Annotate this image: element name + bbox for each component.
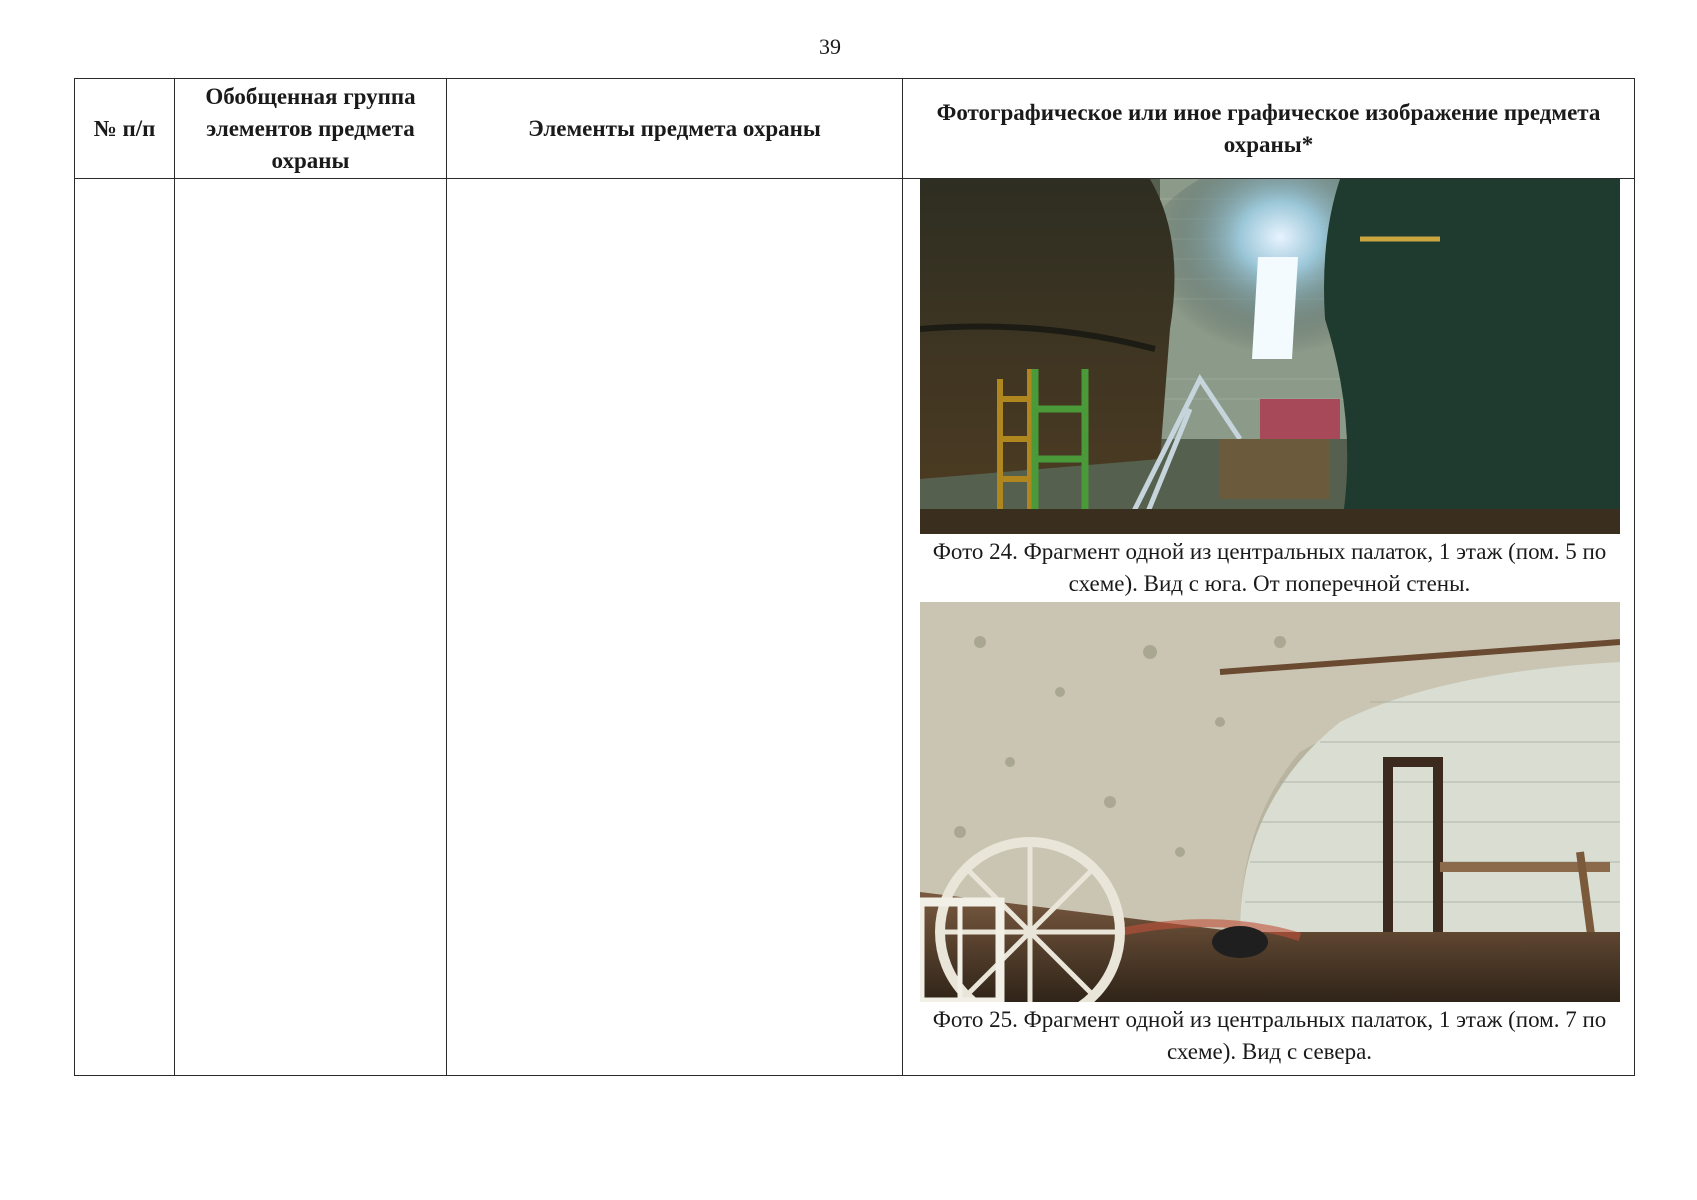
- photo-24-caption: Фото 24. Фрагмент одной из центральных палаток, 1 этаж (пом. 5 по схеме). Вид с юга. От поперечной стены.: [932, 539, 1607, 596]
- cell-photos: [903, 179, 1635, 1076]
- cell-group: [175, 179, 447, 1076]
- photo-25-caption: Фото 25. Фрагмент одной из центральных палаток, 1 этаж (пом. 7 по схеме). Вид с севера.: [932, 1007, 1607, 1064]
- cell-number: [75, 179, 175, 1076]
- photo-interior-icon: [920, 179, 1620, 534]
- photo-24: [920, 179, 1620, 534]
- page-number: 39: [819, 34, 841, 59]
- cell-elements: [447, 179, 903, 1076]
- table-row: [75, 179, 1635, 1076]
- header-photo: Фотографическое или иное графическое изображение предмета охраны*: [903, 79, 1635, 179]
- table-header-row: [75, 79, 1635, 179]
- photo-25: [920, 602, 1620, 1002]
- protection-table: [74, 78, 1635, 1076]
- photo-vault-icon: [920, 602, 1620, 1002]
- header-number: № п/п: [75, 79, 175, 179]
- header-elements: Элементы предмета охраны: [447, 79, 903, 179]
- header-group: Обобщенная группа элементов предмета охраны: [175, 79, 447, 179]
